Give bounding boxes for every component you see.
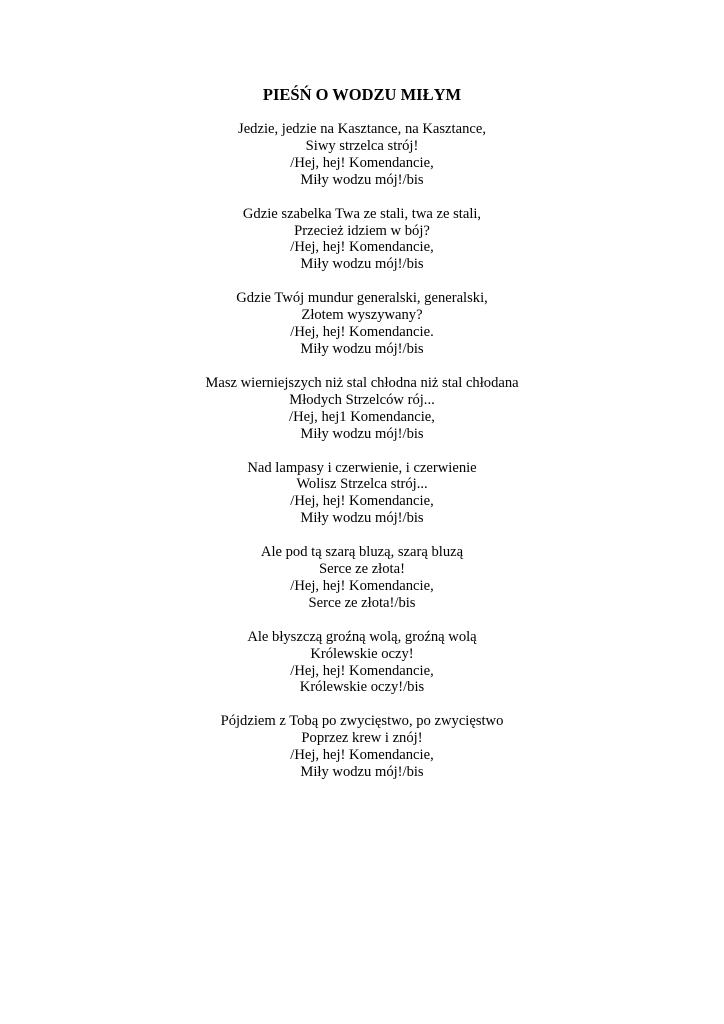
lyric-line: /Hej, hej! Komendancie. <box>290 324 434 341</box>
lyric-line: /Hej, hej! Komendancie, <box>290 239 434 256</box>
lyric-line: Królewskie oczy! <box>310 645 414 662</box>
lyric-line: Przecież idziem w bój? <box>294 222 430 239</box>
stanza <box>0 544 724 612</box>
lyric-line: Młodych Strzelców rój... <box>289 391 435 408</box>
lyric-line: Wolisz Strzelca strój... <box>296 476 428 493</box>
stanza <box>0 713 724 781</box>
lyric-line: Ale błyszczą groźną wolą, groźną wolą <box>247 628 477 645</box>
lyric-line: Miły wodzu mój!/bis <box>300 340 424 357</box>
lyric-line: /Hej, hej! Komendancie, <box>290 747 434 764</box>
lyric-line: /Hej, hej! Komendancie, <box>290 154 434 171</box>
lyric-line: Gdzie Twój mundur generalski, generalski, <box>236 290 488 307</box>
lyric-line: Gdzie szabelka Twa ze stali, twa ze stali, <box>242 205 482 222</box>
stanza <box>0 629 724 697</box>
lyric-line: Serce ze złota! <box>319 561 405 578</box>
lyric-line: Poprzez krew i znój! <box>301 730 423 747</box>
song-title: PIEŚŃ O WODZU MIŁYM <box>262 85 462 104</box>
lyric-line: Serce ze złota!/bis <box>308 594 416 611</box>
lyric-line: /Hej, hej! Komendancie, <box>290 662 434 679</box>
stanza <box>0 290 724 358</box>
song-lyrics <box>0 121 724 798</box>
lyric-line: Jedzie, jedzie na Kasztance, na Kasztance, <box>238 121 486 137</box>
stanza <box>0 206 724 274</box>
stanza <box>0 375 724 443</box>
lyric-line: Pójdziem z Tobą po zwycięstwo, po zwycięstwo <box>220 713 504 730</box>
lyric-line: /Hej, hej1 Komendancie, <box>289 408 435 425</box>
lyric-line: /Hej, hej! Komendancie, <box>290 577 434 594</box>
lyric-line: Nad lampasy i czerwienie, i czerwienie <box>247 459 477 476</box>
lyric-line: Masz wierniejszych niż stal chłodna niż stal chłodana <box>205 374 519 391</box>
stanza <box>0 121 724 189</box>
lyric-line: Miły wodzu mój!/bis <box>300 510 424 527</box>
lyric-line: Miły wodzu mój!/bis <box>300 256 424 273</box>
lyric-line: Siwy strzelca strój! <box>305 137 419 154</box>
lyric-line: Miły wodzu mój!/bis <box>300 764 424 781</box>
lyric-line: Miły wodzu mój!/bis <box>300 171 424 188</box>
lyric-line: Złotem wyszywany? <box>301 307 423 324</box>
lyric-line: Ale pod tą szarą bluzą, szarą bluzą <box>260 544 464 561</box>
lyric-line: Miły wodzu mój!/bis <box>300 425 424 442</box>
stanza <box>0 460 724 528</box>
lyric-line: Królewskie oczy!/bis <box>299 679 425 696</box>
lyric-line: /Hej, hej! Komendancie, <box>290 493 434 510</box>
